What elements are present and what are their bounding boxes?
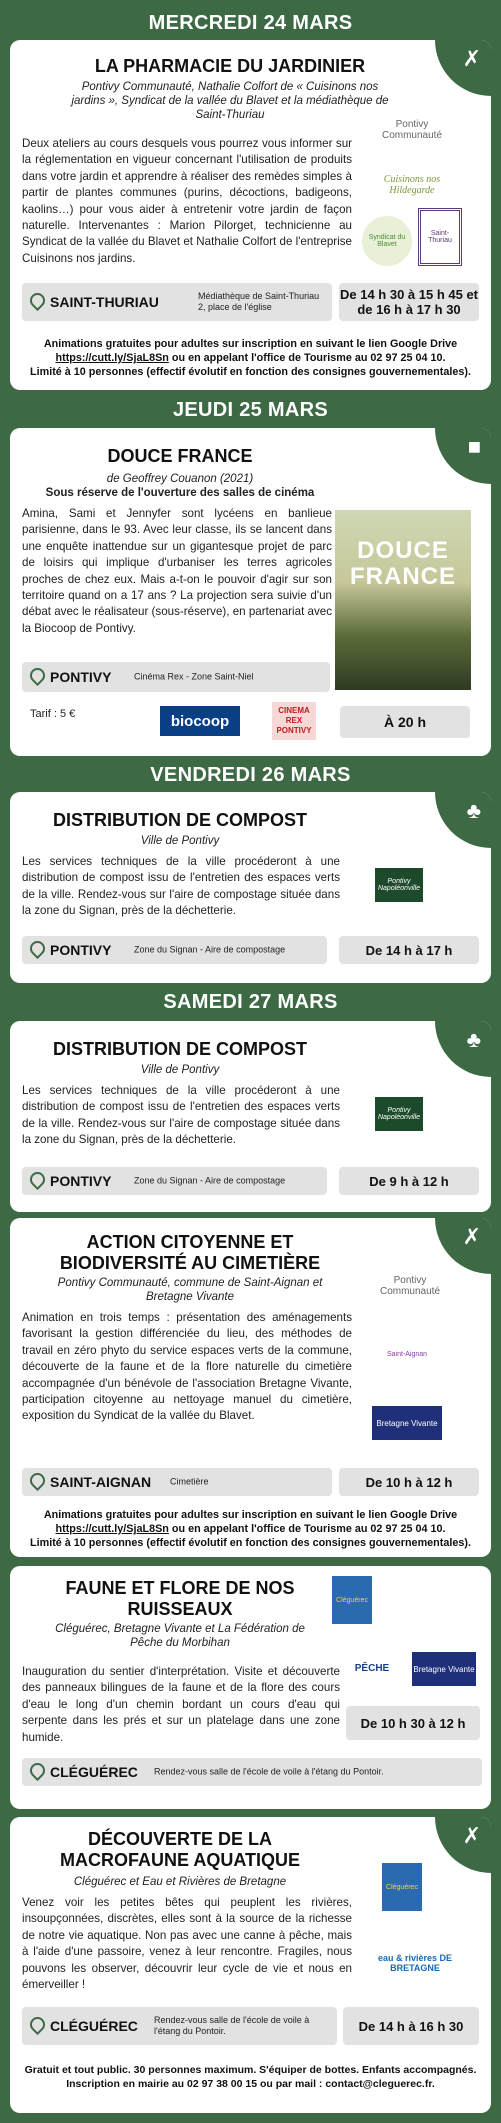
logo-biocoop: biocoop xyxy=(160,706,240,736)
location-address: Cimetière xyxy=(170,1476,209,1487)
location-address: Zone du Signan - Aire de compostage xyxy=(134,944,286,955)
event-organizers: Ville de Pontivy xyxy=(140,835,220,847)
event-card xyxy=(10,1817,491,2113)
event-card xyxy=(10,792,491,983)
location-bar xyxy=(22,1758,482,1786)
logo-bretagne-vivante: Bretagne Vivante xyxy=(412,1652,476,1686)
location-town: CLÉGUÉREC xyxy=(50,2018,138,2034)
corner-badge xyxy=(435,792,491,848)
event-title: FAUNE ET FLORE DE NOS RUISSEAUX xyxy=(65,1578,295,1619)
film-camera-icon: ■ xyxy=(467,434,481,459)
location-bar xyxy=(22,662,330,692)
event-time: De 14 h 30 à 15 h 45 et de 16 h à 17 h 30 xyxy=(339,283,479,321)
garden-tools-icon: ✗ xyxy=(462,1224,481,1249)
location-bar xyxy=(22,283,332,321)
location-pin-icon xyxy=(27,290,48,311)
location-address: Rendez-vous salle de l'école de voile à l'étang du Pontoir. xyxy=(154,2015,310,2036)
location-town: SAINT-THURIAU xyxy=(50,294,159,310)
garden-tools-icon: ✗ xyxy=(462,1823,481,1848)
event-director: de Geoffrey Couanon (2021) xyxy=(106,473,254,485)
event-condition: Sous réserve de l'ouverture des salles de cinéma xyxy=(45,487,315,499)
event-title: DÉCOUVERTE DE LA MACROFAUNE AQUATIQUE xyxy=(60,1829,300,1870)
event-card xyxy=(10,1566,491,1809)
logo-pontivy-ville: Pontivy Napoléonville xyxy=(375,1097,423,1131)
logo-cleguerec: Cléguérec xyxy=(332,1576,372,1624)
logo-saint-thuriau: Saint-Thuriau xyxy=(418,208,462,266)
event-time: De 10 h 30 à 12 h xyxy=(346,1706,480,1740)
film-poster: DOUCE FRANCE xyxy=(335,510,471,690)
registration-link[interactable]: https://cutt.ly/SjaL8Sn xyxy=(55,352,169,364)
event-description: Inauguration du sentier d'interprétation. Visite et découverte des panneaux bilingues de la faune et de la flore des cours d'eau le long d'un chemin bordant un cours d'eau qui serpente dans les prés et sur un platelage dans une zone humide. xyxy=(22,1665,340,1744)
event-title: DISTRIBUTION DE COMPOST xyxy=(52,1039,307,1059)
location-town: SAINT-AIGNAN xyxy=(50,1474,152,1490)
location-town: PONTIVY xyxy=(50,1173,112,1189)
location-bar xyxy=(22,936,327,964)
event-card xyxy=(10,40,491,390)
event-time: De 14 h à 16 h 30 xyxy=(343,2007,479,2045)
registration-note: Animations gratuites pour adultes sur inscription en suivant le lien Google Drive https://cutt.ly/SjaL8Sn ou en appelant l'office de Tourisme au 02 97 25 04 10. Limité à 10 personnes (effectif évolutif en fonction des consignes gouvernementales). xyxy=(30,338,471,378)
plant-pot-icon: ♣ xyxy=(466,798,481,823)
logo-saint-aignan: Saint-Aignan xyxy=(386,1350,428,1358)
logo-pontivy-communaute: Pontivy Communauté xyxy=(381,119,443,141)
corner-badge xyxy=(435,1817,491,1873)
final-note: Gratuit et tout public. 30 personnes maximum. S'équiper de bottes. Enfants accompagnés. Inscription en mairie au 02 97 38 00 15 ou par mail : contact@cleguerec.fr. xyxy=(24,2064,477,2090)
event-card xyxy=(10,1218,491,1557)
event-description: Animation en trois temps : présentation des aménagements favorisant la gestion différenciée du lieu, des méthodes de travail en zéro phyto du service espaces verts de la commune, découverte de la faune et de la flore naturelle du cimetière accompagnée d'un bénévole de l'association Bretagne Vivante, participation citoyenne au nettoyage manuel du cimetière, exposition du Syndicat de la vallée du Blavet. xyxy=(22,1311,352,1423)
plant-pot-icon: ♣ xyxy=(466,1027,481,1052)
event-organizers: Cléguérec, Bretagne Vivante et La Fédération de Pêche du Morbihan xyxy=(55,1623,305,1649)
event-organizers: Ville de Pontivy xyxy=(140,1064,220,1076)
logo-bretagne-vivante: Bretagne Vivante xyxy=(372,1406,442,1440)
location-town: PONTIVY xyxy=(50,669,112,685)
event-card xyxy=(10,1021,491,1212)
event-organizers: Pontivy Communauté, Nathalie Colfort de « Cuisinons nos jardins », Syndicat de la vallée du Blavet et la médiathèque de Saint-Thuriau xyxy=(71,81,389,121)
location-pin-icon xyxy=(27,2014,48,2035)
event-description: Les services techniques de la ville procéderont à une distribution de compost issu de l'entretien des espaces verts de la ville. Rendez-vous sur l'aire de compostage située dans la zone du Signan, près de la déchetterie. xyxy=(22,1084,340,1147)
corner-badge xyxy=(435,1218,491,1274)
logo-pontivy-ville: Pontivy Napoléonville xyxy=(375,868,423,902)
location-pin-icon xyxy=(27,665,48,686)
event-time: À 20 h xyxy=(340,706,470,738)
event-description: Les services techniques de la ville procéderont à une distribution de compost issu de l'entretien des espaces verts de la ville. Rendez-vous sur l'aire de compostage située dans la zone du Signan, près de la déchetterie. xyxy=(22,855,340,918)
event-title: ACTION CITOYENNE ET BIODIVERSITÉ AU CIMETIÈRE xyxy=(59,1232,321,1273)
corner-badge xyxy=(435,40,491,96)
corner-badge xyxy=(435,428,491,484)
logo-cuisinons: Cuisinons nos Hildegarde xyxy=(383,174,441,196)
logo-syndicat-blavet: Syndicat du Blavet xyxy=(362,216,412,266)
location-town: CLÉGUÉREC xyxy=(50,1764,138,1780)
location-pin-icon xyxy=(27,1760,48,1781)
location-address: Rendez-vous salle de l'école de voile à l'étang du Pontoir. xyxy=(154,1766,384,1777)
event-title: LA PHARMACIE DU JARDINIER xyxy=(94,56,366,76)
day-heading: JEUDI 25 MARS xyxy=(172,399,329,421)
location-address: Zone du Signan - Aire de compostage xyxy=(134,1175,286,1186)
event-description: Venez voir les petites bêtes qui peuplent les rivières, insoupçonnées, discrètes, elles sont à la source de la richesse de notre vie aquatique. Non pas avec une canne à pêche, mais à l'aide d'une passoire, venez à leur rencontre. Fragiles, nous pouvons les observer, découvrir leur cycle de vie et nous en émerveiller ! xyxy=(22,1896,352,1992)
event-organizers: Cléguérec et Eau et Rivières de Bretagne xyxy=(73,1876,287,1888)
logo-pontivy-communaute: Pontivy Communauté xyxy=(379,1275,441,1297)
day-heading: VENDREDI 26 MARS xyxy=(150,764,351,786)
logo-eau-rivieres: eau & rivières DE BRETAGNE xyxy=(377,1953,453,1973)
event-organizers: Pontivy Communauté, commune de Saint-Aignan et Bretagne Vivante xyxy=(57,1277,323,1303)
event-time: De 9 h à 12 h xyxy=(339,1167,479,1195)
event-title: DOUCE FRANCE xyxy=(107,446,253,466)
location-pin-icon xyxy=(27,1470,48,1491)
day-heading: SAMEDI 27 MARS xyxy=(163,991,338,1013)
corner-badge xyxy=(435,1021,491,1077)
location-bar xyxy=(22,1468,332,1496)
event-title: DISTRIBUTION DE COMPOST xyxy=(52,810,307,830)
logo-cleguerec: Cléguérec xyxy=(382,1863,422,1911)
location-pin-icon xyxy=(27,1169,48,1190)
event-description: Deux ateliers au cours desquels vous pourrez vous informer sur la réglementation en vigueur concernant l'utilisation de produits dans votre jardin et apprendre à réaliser des remèdes simples à partir de plantes communes (purins, décoctions, badigeons, kaolins…) pour vous aider à entretenir votre jardin de façon naturelle. Intervenantes : Marion Pilorget, technicienne au Syndicat de la vallée du Blavet et Nathalie Colfort de l'entreprise Cuisinons nos jardins. xyxy=(22,137,352,265)
registration-note: Animations gratuites pour adultes sur inscription en suivant le lien Google Drive https://cutt.ly/SjaL8Sn ou en appelant l'office de Tourisme au 02 97 25 04 10. Limité à 10 personnes (effectif évolutif en fonction des consignes gouvernementales). xyxy=(30,1509,471,1549)
location-bar xyxy=(22,1167,327,1195)
logo-peche: PÊCHE xyxy=(354,1662,390,1674)
event-time: De 10 h à 12 h xyxy=(339,1468,479,1496)
garden-tools-icon: ✗ xyxy=(462,46,481,71)
location-bar xyxy=(22,2007,337,2045)
logo-cinema-rex: CINEMA REX PONTIVY xyxy=(272,702,316,740)
event-card xyxy=(10,428,491,756)
location-pin-icon xyxy=(27,938,48,959)
location-town: PONTIVY xyxy=(50,942,112,958)
location-address: Cinéma Rex - Zone Saint-Niel xyxy=(134,671,254,682)
price: Tarif : 5 € xyxy=(30,708,76,720)
day-heading: MERCREDI 24 MARS xyxy=(148,12,353,34)
registration-link[interactable]: https://cutt.ly/SjaL8Sn xyxy=(55,1523,169,1535)
event-time: De 14 h à 17 h xyxy=(339,936,479,964)
event-description: Amina, Sami et Jennyfer sont lycéens en banlieue parisienne, dans le 93. Avec leur classe, ils se lancent dans une enquête inattendue sur un gigantesque projet de parc de loisirs qui implique d'urbaniser les terres agricoles proches de chez eux. Mais a-t-on le pouvoir d'agir sur son territoire quand on a 17 ans ? La projection sera suivie d'un débat avec le réalisateur (sous-réserve), en partenariat avec la Biocoop de Pontivy. xyxy=(22,507,332,635)
location-address: Médiathèque de Saint-Thuriau 2, place de l'église xyxy=(198,291,320,312)
